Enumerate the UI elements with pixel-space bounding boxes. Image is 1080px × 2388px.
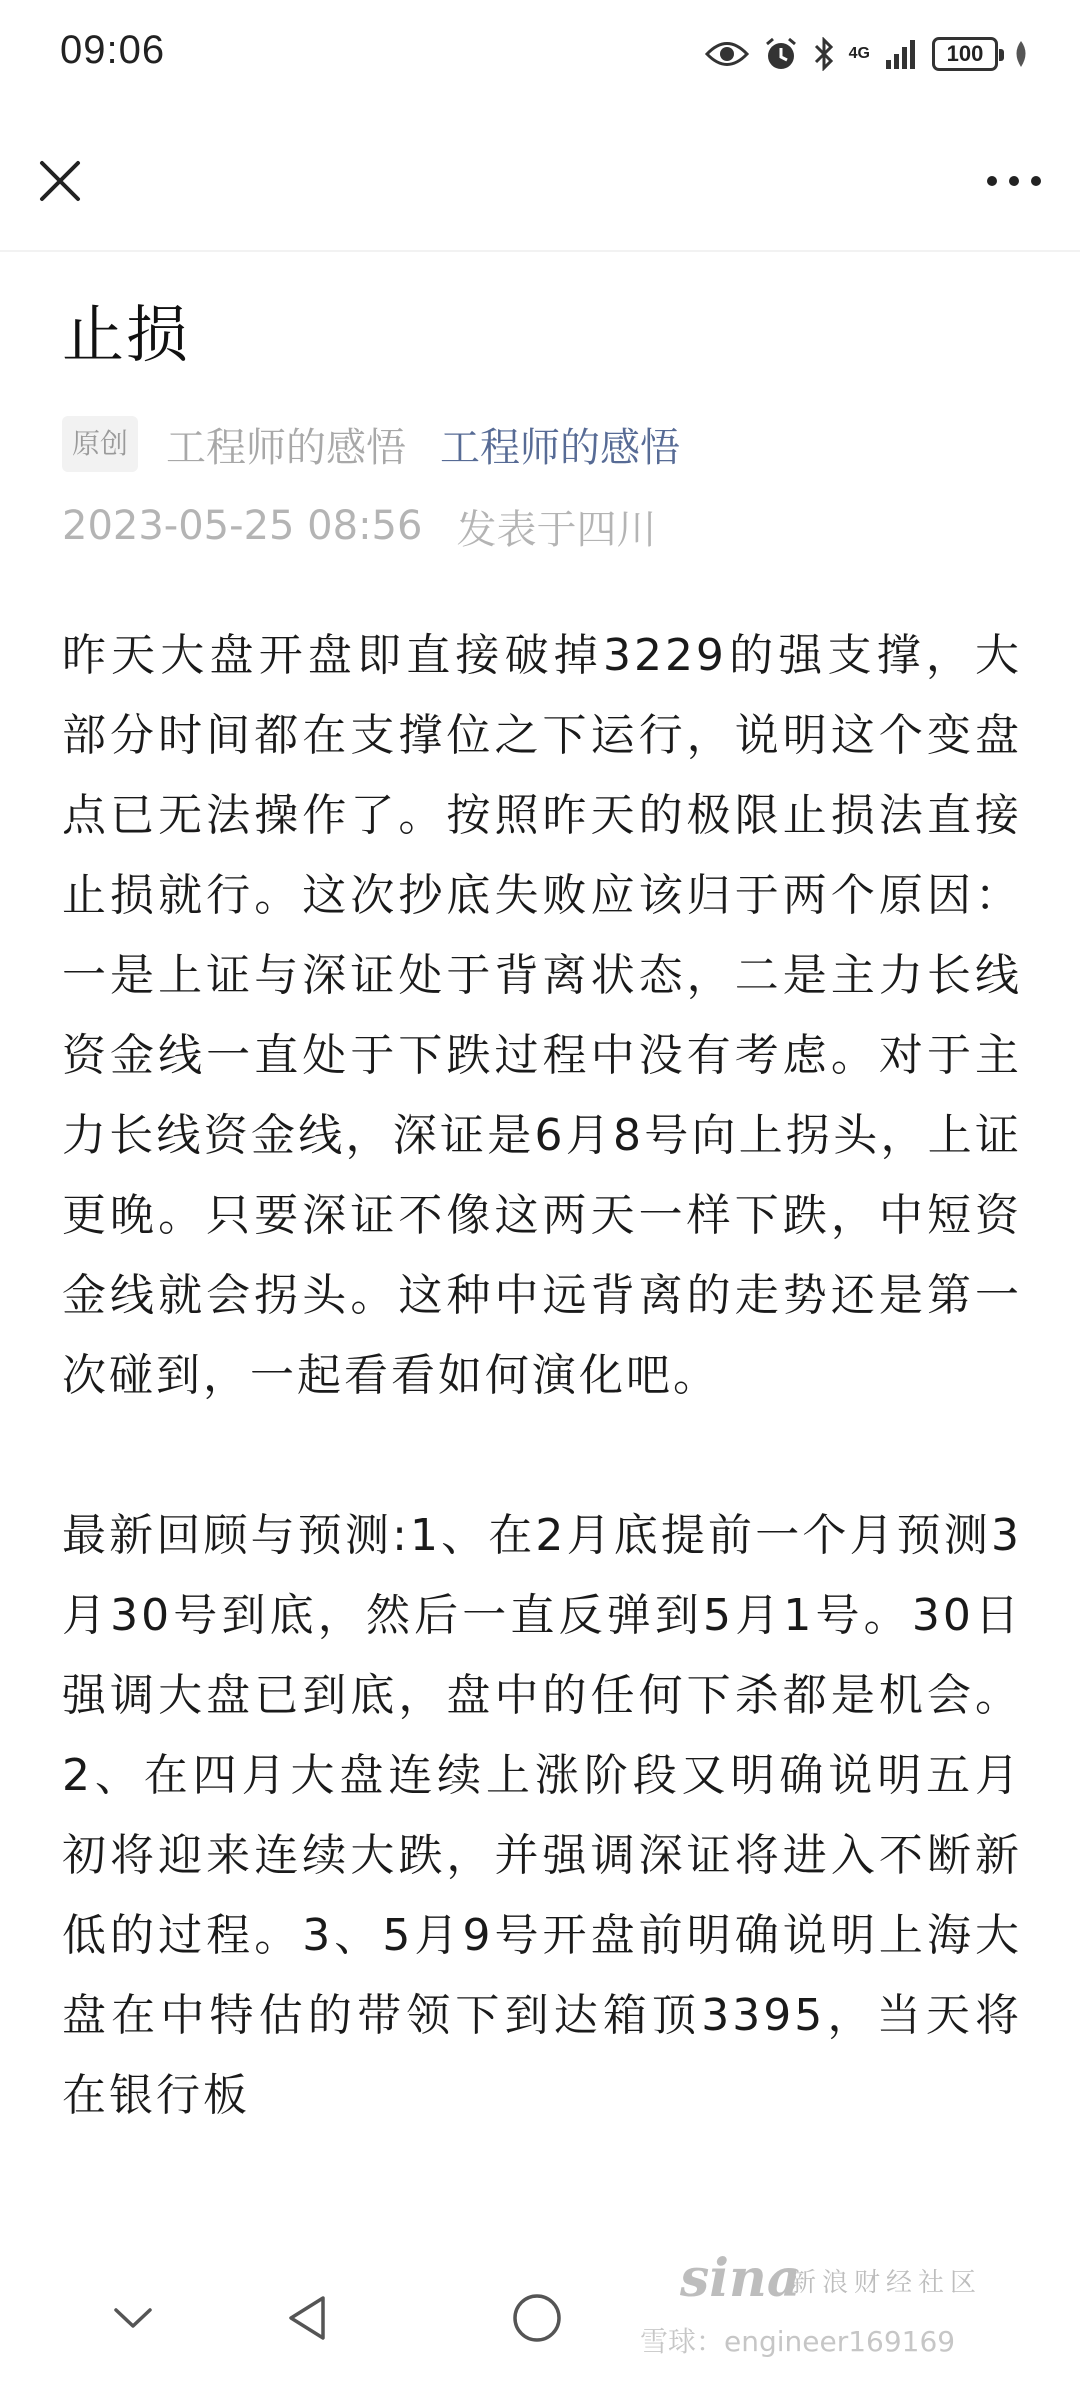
close-button[interactable] xyxy=(28,149,92,213)
author-name: 工程师的感悟 xyxy=(166,424,407,471)
leaf-icon xyxy=(1012,39,1030,69)
close-icon xyxy=(38,159,82,203)
article-paragraph: 最新回顾与预测:1、在2月底提前一个月预测3月30号到底，然后一直反弹到5月1号。30日强调大盘已到底，盘中的任何下杀都是机会。2、在四月大盘连续上涨阶段又明确说明五月初将迎来连续大跌，并强调深证将进入不断新低的过程。3、5月9号开盘前明确说明上海大盘在中特估的带领下到达箱顶3395，当天将在银行板 xyxy=(62,1510,1022,2121)
signal-icon xyxy=(884,38,918,70)
watermark-user: 雪球：engineer169169 xyxy=(640,2325,956,2358)
home-circle-icon xyxy=(511,2292,563,2344)
eye-icon xyxy=(705,39,749,69)
meta-row xyxy=(62,414,1022,474)
sina-logo: sina xyxy=(680,2248,801,2309)
article-paragraph: 昨天大盘开盘即直接破掉3229的强支撑，大部分时间都在支撑位之下运行，说明这个变盘点已无法操作了。按照昨天的极限止损法直接止损就行。这次抄底失败应该归于两个原因：一是上证与深证处于背离状态，二是主力长线资金线一直处于下跌过程中没有考虑。对于主力长线资金线，深证是6月8号向上拐头，上证更晚。只要深证不像这两天一样下跌，中短资金线就会拐头。这种中远背离的走势还是第一次碰到，一起看看如何演化吧。 xyxy=(62,630,1022,1401)
publish-date: 2023-05-25 08:56 xyxy=(62,503,423,549)
watermark-community: 新浪财经社区 xyxy=(790,2268,983,2298)
article-title: 止损 xyxy=(62,298,191,371)
publish-location: 发表于四川 xyxy=(456,506,657,553)
more-button[interactable] xyxy=(978,149,1050,213)
bluetooth-icon xyxy=(813,37,835,71)
network-label: 4G xyxy=(848,45,870,62)
top-nav xyxy=(0,125,1080,235)
home-button[interactable] xyxy=(492,2278,582,2358)
more-icon xyxy=(986,175,1042,187)
account-link[interactable]: 工程师的感悟 xyxy=(440,424,681,471)
hide-nav-button[interactable] xyxy=(88,2278,178,2358)
back-button[interactable] xyxy=(262,2278,352,2358)
status-bar xyxy=(0,0,1080,110)
status-time: 09:06 xyxy=(60,28,166,72)
nav-divider xyxy=(0,250,1080,252)
article xyxy=(62,290,1022,2136)
status-icons xyxy=(705,30,1030,78)
battery-level: 100 xyxy=(946,41,984,66)
battery-icon xyxy=(932,37,998,71)
original-badge: 原创 xyxy=(62,416,138,472)
system-nav-bar xyxy=(0,2238,1080,2388)
date-row xyxy=(62,496,1022,556)
alarm-icon xyxy=(763,36,799,72)
chevron-down-icon xyxy=(113,2306,153,2330)
back-triangle-icon xyxy=(285,2294,329,2342)
